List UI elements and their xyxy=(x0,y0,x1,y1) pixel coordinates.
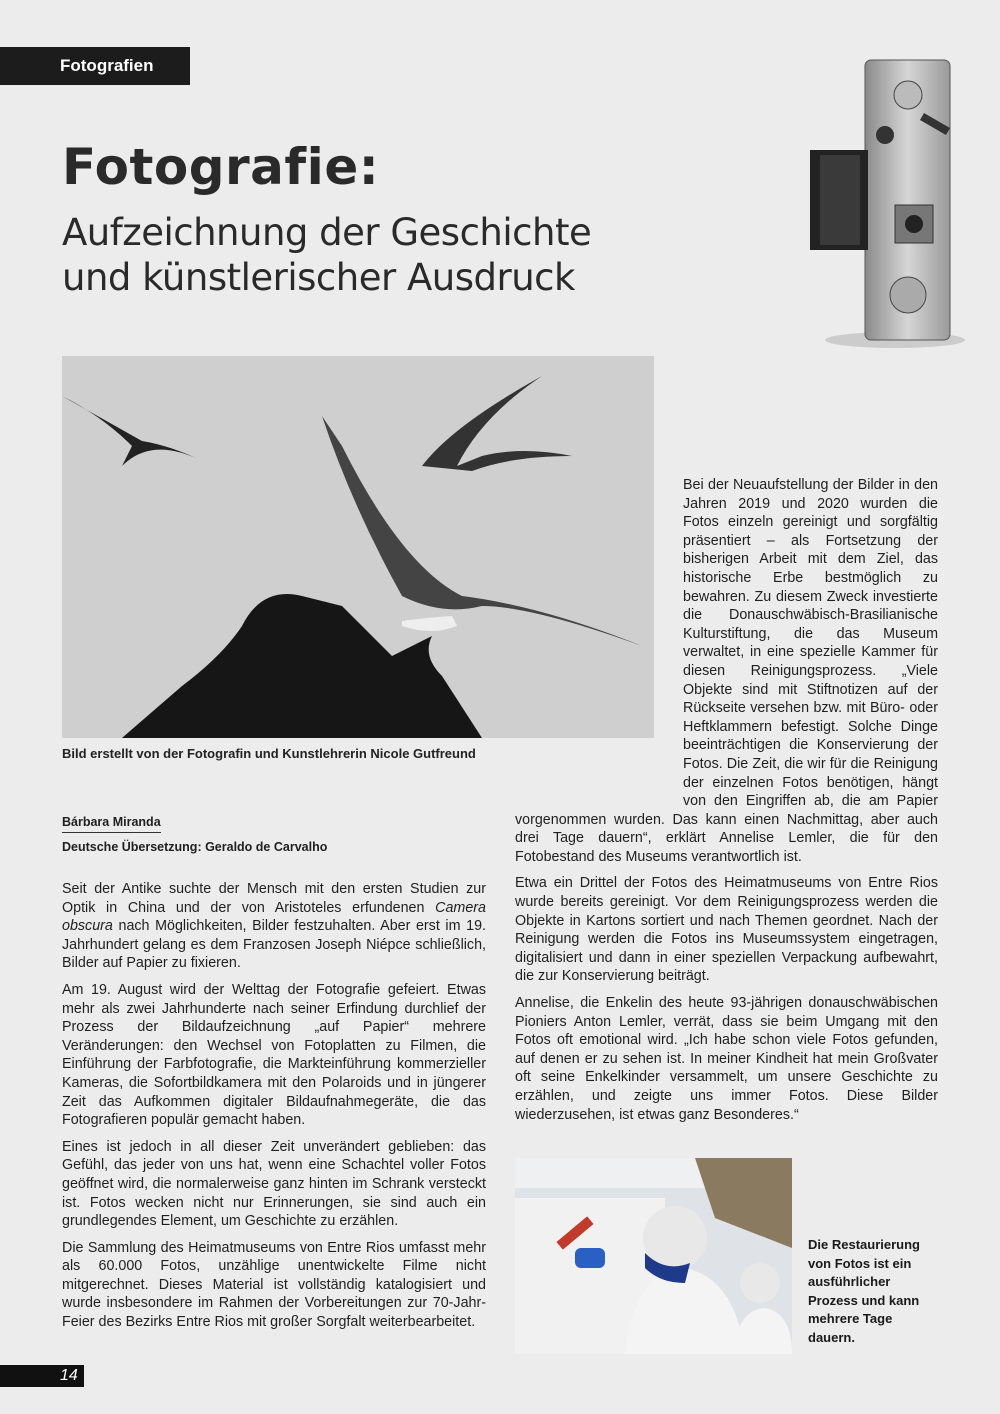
paragraph xyxy=(62,880,486,973)
right-column xyxy=(515,476,938,1132)
page-number: 14 xyxy=(0,1365,84,1387)
article-subtitle xyxy=(62,210,591,300)
italic-term: Camera obscura xyxy=(62,899,486,935)
restoration-photo xyxy=(515,1158,792,1354)
paragraph: Eines ist jedoch in all dieser Zeit unverändert geblieben: das Gefühl, das jeder von uns hat, wenn eine Schachtel voller Fotos geöffnet wird, die normalerweise ganz hinten im Schrank versteckt ist. Fotos wecken nicht nur Erinnerungen, sie sind auch ein grundlegendes Element, um Geschichte zu erzählen. xyxy=(62,1138,486,1230)
restoration-photo-caption: Die Restaurierung von Fotos ist ein ausführlicher Prozess und kann mehrere Tage dauern. xyxy=(808,1237,920,1345)
subtitle-line-2: und künstlerischer Ausdruck xyxy=(62,256,575,299)
main-photo-caption: Bild erstellt von der Fotografin und Kunstlehrerin Nicole Gutfreund xyxy=(62,746,476,761)
paragraph: Etwa ein Drittel der Fotos des Heimatmuseums von Entre Rios wurde bereits gereinigt. Vor dem Reinigungsprozess werden die Objekte in Kartons sortiert und nach Themen geordnet. Nach der Reinigung werden die Fotos ins Museumssystem eingetragen, digitalisiert und dann in einer speziellen Verpackung aufbewahrt, die zur Konservierung beiträgt. xyxy=(515,875,938,985)
paragraph: Bei der Neuaufstellung der Bilder in den Jahren 2019 und 2020 wurden die Fotos einzeln gereinigt und sorgfältig präsentiert – als Fortsetzung der bisherigen Arbeit mit dem Ziel, das historische Erbe bestmöglich zu bewahren. Zu diesem Zweck investierte die Donauschwäbisch-Brasilianische Kulturstiftung, die das Museum verwaltet, in eine spezielle Kammer für diesen Reinigungsprozess. „Viele Objekte sind mit Stiftnotizen auf der Rückseite versehen bzw. mit Büro- oder Heftklammern befestigt. Solche Dinge beeinträchtigen die Konservierung der Fotos. Die Zeit, die wir für die Reinigung der einzelnen Fotos benötigen, hängt von den Eingriffen ab, die am Papier vorgenommen wurden. Das kann einen Nachmittag, aber auch drei Tage dauern“, erklärt Annelise Lemler, die für den Fotobestand des Museums verantwortlich ist. xyxy=(515,477,938,865)
paragraph: Am 19. August wird der Welttag der Fotografie gefeiert. Etwas mehr als zwei Jahrhunderte nach seiner Erfindung durchlief der Prozess der Bildaufzeichnung „auf Papier“ mehrere Veränderungen: den Wechsel von Fotoplatten zu Filmen, die Einführung der Farbfotografie, die Markteinführung kommerzieller Kameras, die Sofortbildkamera mit den Polaroids und in jüngerer Zeit das Aufkommen digitaler Bildaufnahmegeräte, die das Fotografieren populär gemacht haben. xyxy=(62,981,486,1129)
left-column xyxy=(62,880,486,1340)
paragraph: Die Sammlung des Heimatmuseums von Entre Rios umfasst mehr als 60.000 Fotos, unzählige unentwickelte Filme nicht mitgerechnet. Dieses Material ist vollständig katalogisiert und wurde insbesondere im Rahmen der Vorbereitungen zur 70-Jahr-Feier des Bezirks Entre Rios mit großer Sorgfalt weiterbearbeitet. xyxy=(62,1239,486,1331)
author-name: Bárbara Miranda xyxy=(62,815,161,833)
section-tag: Fotografien xyxy=(0,47,190,85)
translator-credit: Deutsche Übersetzung: Geraldo de Carvalho xyxy=(62,840,328,854)
subtitle-line-1: Aufzeichnung der Geschichte xyxy=(62,211,592,254)
article-title: Fotografie: xyxy=(62,138,380,196)
paragraph-text: Seit der Antike suchte der Mensch mit den ersten Studien zur Optik in China und der von Aristoteles erfundenen xyxy=(62,881,486,916)
paragraph: Annelise, die Enkelin des heute 93-jährigen donauschwäbischen Pioniers Anton Lemler, verrät, dass sie beim Umgang mit den Fotos oft emotional wird. „Ich habe schon viele Fotos gefunden, auf denen er zu sehen ist. In meiner Kindheit hat mein Großvater oft seine Enkelkinder versammelt, um unsere Geschichte zu erzählen, und zeigte uns immer Fotos. Diese Bilder wiederzusehen, ist etwas ganz Besonderes.“ xyxy=(515,995,938,1123)
paragraph-text: nach Möglichkeiten, Bilder festzuhalten. Aber erst im 19. Jahrhundert gelang es dem Franzosen Joseph Niépce schließlich, Bilder auf Papier zu fixieren. xyxy=(62,918,486,972)
float-spacer xyxy=(515,476,683,808)
camera-image xyxy=(800,40,970,350)
